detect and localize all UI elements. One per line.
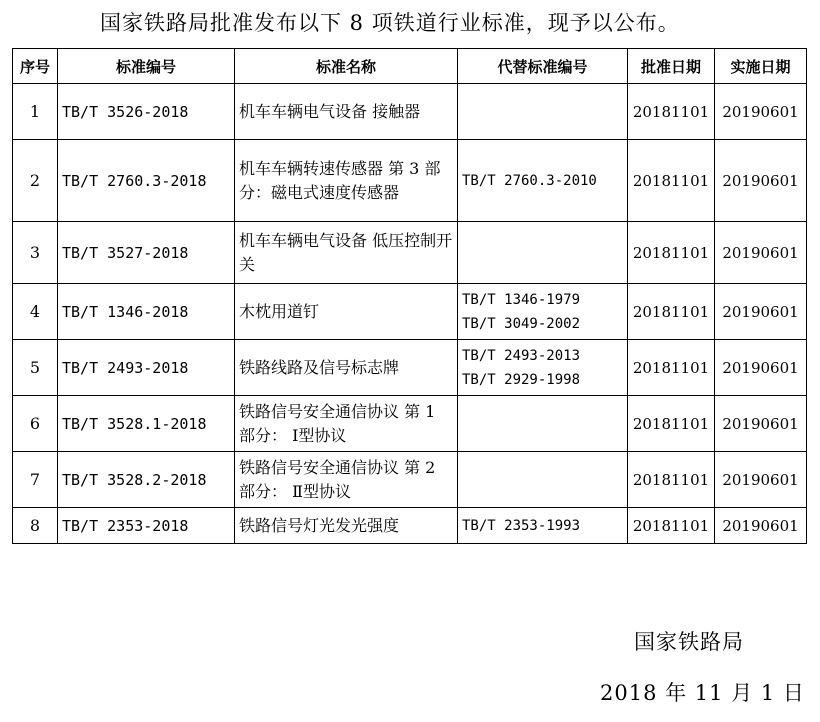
replaced-standard-code: TB/T 1346-1979 [462,291,581,308]
replaces-codes [458,222,628,284]
standard-name: 木枕用道钉 [235,284,458,340]
effective-date: 20190601 [715,452,807,508]
standard-name: 铁路信号灯光发光强度 [235,508,458,544]
standard-code: TB/T 1346-2018 [58,284,235,340]
standard-name: 铁路线路及信号标志牌 [235,340,458,396]
table-row [13,140,807,222]
table-row [13,340,807,396]
replaces-codes [458,396,628,452]
standard-code: TB/T 2760.3-2018 [58,140,235,222]
replaces-codes [458,284,628,340]
header-code: 标准编号 [58,49,235,84]
notice-intro: 国家铁路局批准发布以下 8 项铁道行业标准，现予以公布。 [100,11,680,35]
header-replaces: 代替标准编号 [458,49,628,84]
standard-code: TB/T 2493-2018 [58,340,235,396]
approval-date: 20181101 [628,396,715,452]
row-number: 8 [13,508,58,544]
standard-name: 机车车辆电气设备 接触器 [235,84,458,140]
approval-date: 20181101 [628,340,715,396]
replaced-standard-code: TB/T 2493-2013 [462,347,581,364]
effective-date: 20190601 [715,84,807,140]
approval-date: 20181101 [628,508,715,544]
header-no: 序号 [13,49,58,84]
approval-date: 20181101 [628,222,715,284]
row-number: 3 [13,222,58,284]
row-number: 1 [13,84,58,140]
effective-date: 20190601 [715,508,807,544]
standard-name: 铁路信号安全通信协议 第 1 部分： Ⅰ型协议 [235,396,458,452]
issuer-name: 国家铁路局 [634,630,744,654]
header-effective: 实施日期 [715,49,807,84]
table-row [13,396,807,452]
standards-table [12,48,807,544]
replaces-codes [458,508,628,544]
effective-date: 20190601 [715,284,807,340]
standard-name: 机车车辆转速传感器 第 3 部分：磁电式速度传感器 [235,140,458,222]
approval-date: 20181101 [628,140,715,222]
standard-code: TB/T 3528.1-2018 [58,396,235,452]
standard-code: TB/T 3527-2018 [58,222,235,284]
row-number: 5 [13,340,58,396]
replaces-codes [458,452,628,508]
standard-code: TB/T 3526-2018 [58,84,235,140]
row-number: 7 [13,452,58,508]
standard-code: TB/T 3528.2-2018 [58,452,235,508]
effective-date: 20190601 [715,222,807,284]
standard-name: 机车车辆电气设备 低压控制开关 [235,222,458,284]
replaced-standard-code: TB/T 3049-2002 [462,315,581,332]
replaced-standard-code: TB/T 2353-1993 [462,517,581,534]
standard-code: TB/T 2353-2018 [58,508,235,544]
row-number: 4 [13,284,58,340]
row-number: 6 [13,396,58,452]
table-row [13,452,807,508]
replaces-codes [458,140,628,222]
table-header-row [13,49,807,84]
effective-date: 20190601 [715,140,807,222]
approval-date: 20181101 [628,84,715,140]
effective-date: 20190601 [715,396,807,452]
table-row [13,222,807,284]
replaces-codes [458,84,628,140]
standard-name: 铁路信号安全通信协议 第 2 部分： Ⅱ型协议 [235,452,458,508]
header-name: 标准名称 [235,49,458,84]
replaced-standard-code: TB/T 2929-1998 [462,371,581,388]
replaces-codes [458,340,628,396]
row-number: 2 [13,140,58,222]
header-approved: 批准日期 [628,49,715,84]
issue-date: 2018 年 11 月 1 日 [600,681,805,705]
table-row [13,508,807,544]
replaced-standard-code: TB/T 2760.3-2010 [462,172,597,189]
table-row [13,284,807,340]
approval-date: 20181101 [628,284,715,340]
table-body [13,84,807,544]
effective-date: 20190601 [715,340,807,396]
table-row [13,84,807,140]
approval-date: 20181101 [628,452,715,508]
